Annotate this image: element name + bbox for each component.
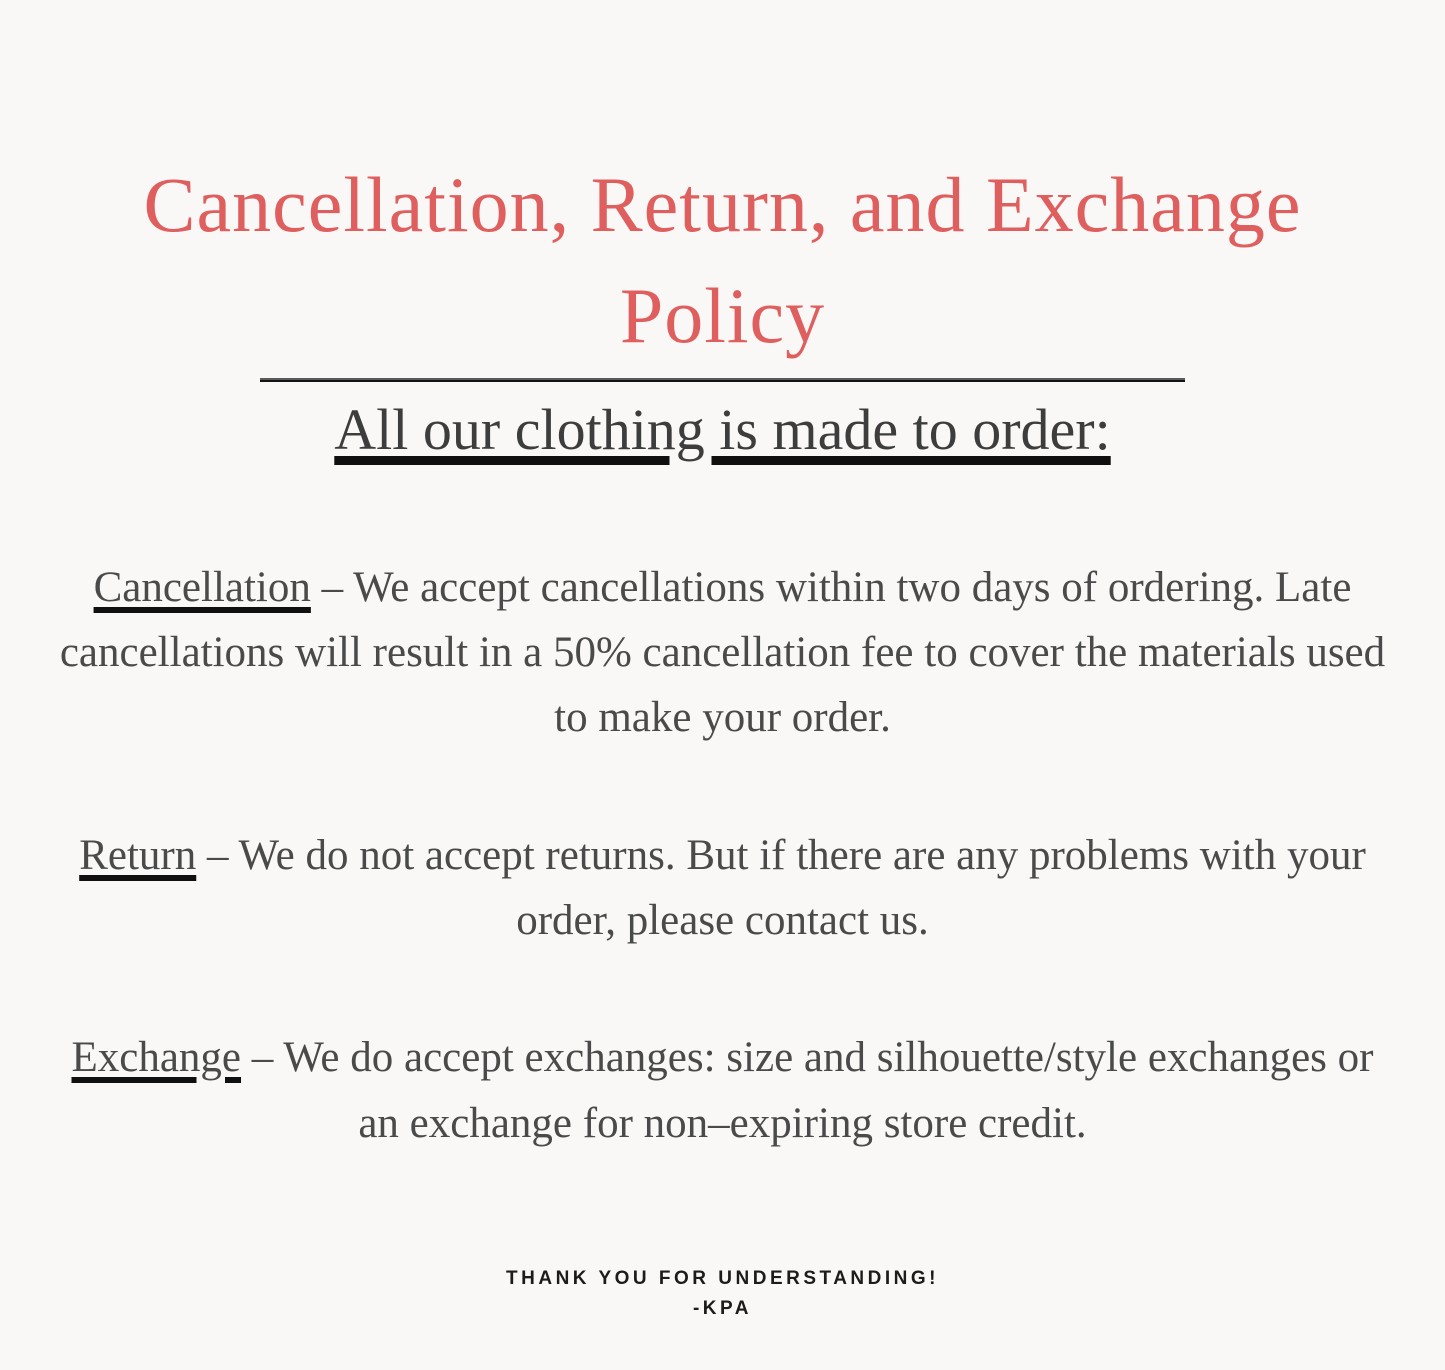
cancellation-body-text: We accept cancellations within two days of ordering. Late cancellations will result in a 50% cancellation fee to cover the materials used to make your order. xyxy=(59,563,1386,742)
footer-thanks-line: THANK YOU FOR UNDERSTANDING! xyxy=(506,1268,939,1290)
page-title-line-2: Policy xyxy=(619,271,826,359)
exchange-body-text: We do accept exchanges: size and silhouette/style exchanges or an exchange for non–expiring store credit. xyxy=(283,1034,1374,1147)
title-divider-rule xyxy=(260,378,1185,382)
page-title xyxy=(55,150,1390,372)
footer-signature: -KPA xyxy=(692,1298,753,1320)
cancellation-dash: – xyxy=(321,563,344,611)
cancellation-term-label: Cancellation xyxy=(93,563,311,611)
return-dash: – xyxy=(206,831,229,879)
cancellation-policy-paragraph xyxy=(58,555,1388,751)
return-body-text: We do not accept returns. But if there are any problems with your order, please contact us. xyxy=(238,831,1366,944)
exchange-dash: – xyxy=(251,1034,274,1082)
return-term-label: Return xyxy=(79,831,197,879)
footer-note xyxy=(55,1264,1390,1325)
page-title-line-1: Cancellation, Return, and Exchange xyxy=(143,161,1302,248)
made-to-order-heading: All our clothing is made to order: xyxy=(334,396,1111,462)
return-policy-paragraph xyxy=(58,823,1388,954)
exchange-policy-paragraph xyxy=(58,1025,1388,1156)
exchange-term-label: Exchange xyxy=(71,1034,242,1082)
